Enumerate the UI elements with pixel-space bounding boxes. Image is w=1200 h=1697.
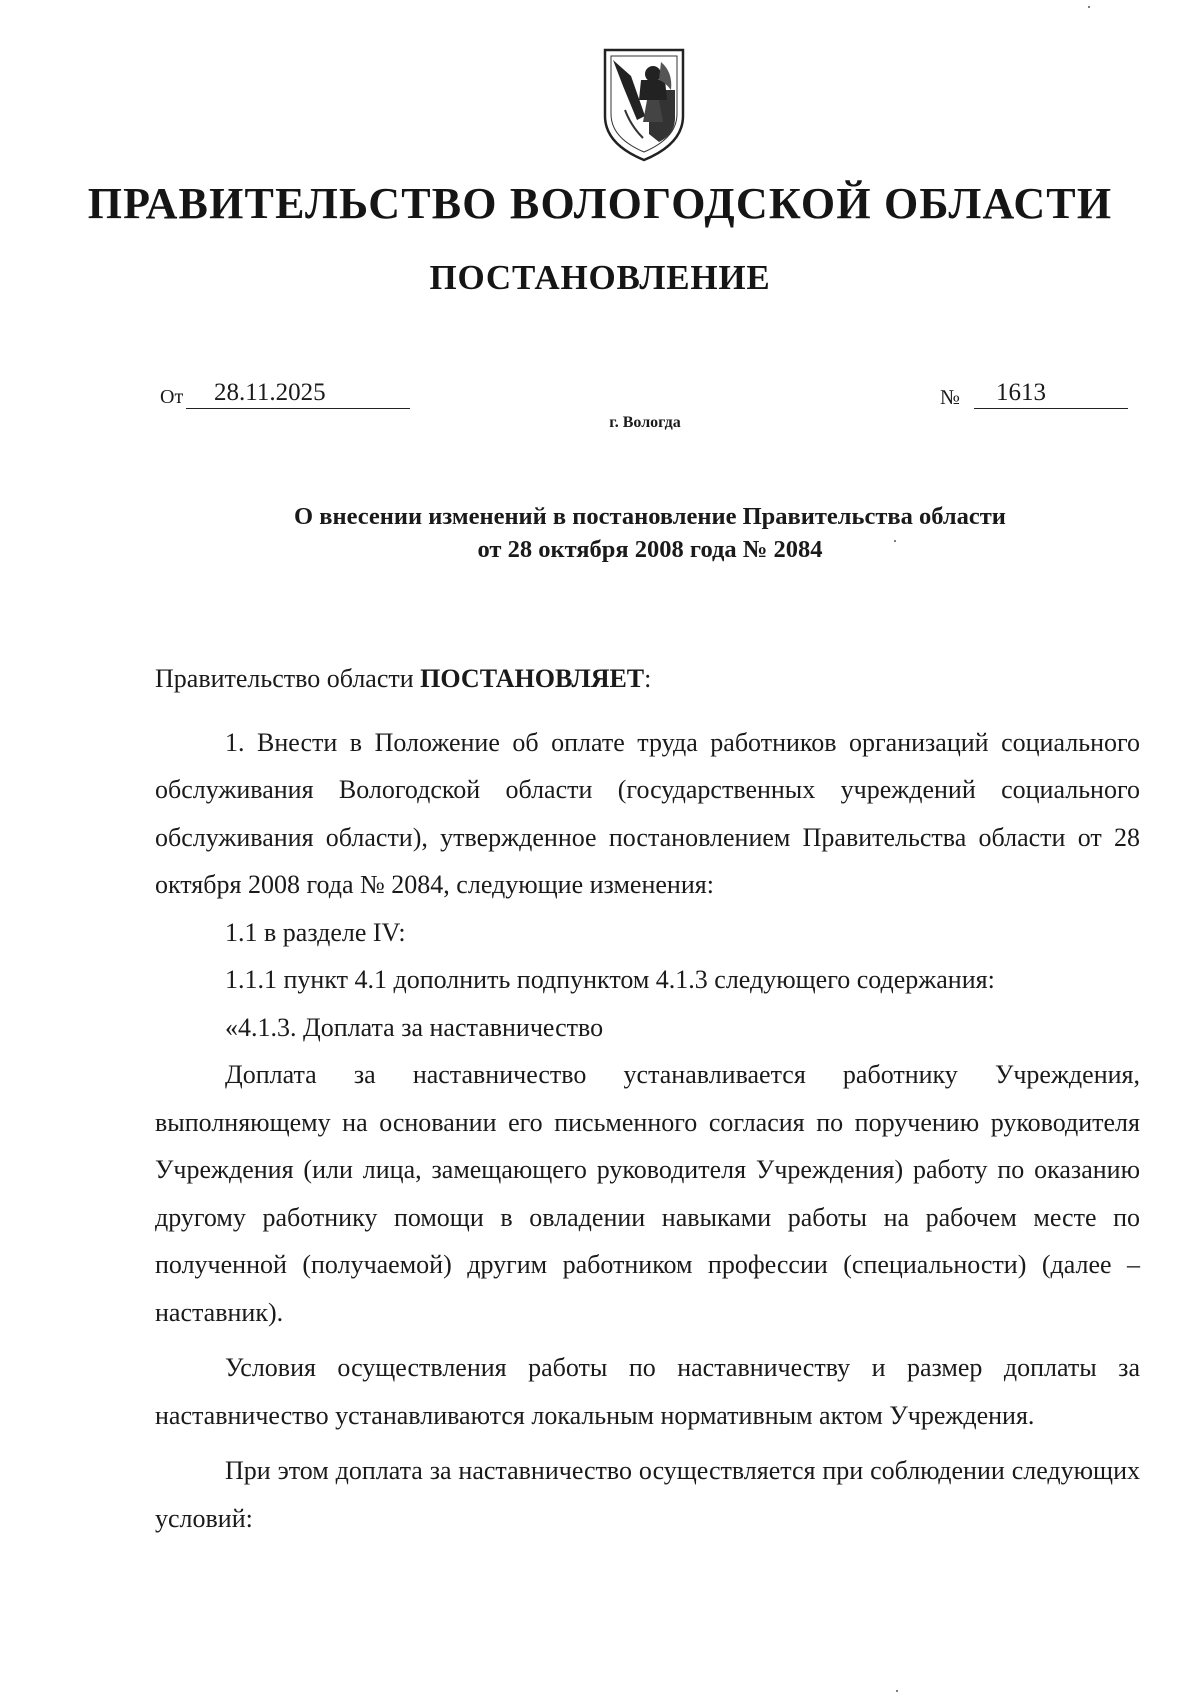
subject-line: от 28 октября 2008 года № 2084	[477, 536, 823, 563]
paragraph: Доплата за наставничество устанавливается работнику Учреждения, выполняющему на основании его письменного согласия по поручению руководителя Учреждения (или лица, замещающего руководителя Учреждения) работу по оказанию другому работнику помощи в овладении навыками работы на рабочем месте по полученной (получаемой) другим работником профессии (специальности) (далее – наставник).	[155, 1060, 1140, 1327]
paragraph: 1.1.1 пункт 4.1 дополнить подпунктом 4.1.3 следующего содержания:	[225, 965, 995, 994]
scan-speck	[1088, 6, 1090, 8]
date-prefix: От	[160, 386, 184, 408]
preamble-keyword: ПОСТАНОВЛЯЕТ	[420, 664, 645, 693]
document-body	[155, 655, 1140, 1542]
paragraph: 1. Внести в Положение об оплате труда работников организаций социального обслуживания Вологодской области (государственных учреждений социального обслуживания области), утвержденное постановлением Правительства области от 28 октября 2008 года № 2084, следующие изменения:	[155, 727, 1140, 899]
paragraph: 1.1 в разделе IV:	[225, 917, 406, 947]
scan-speck	[894, 540, 896, 542]
document-number: 1613	[974, 378, 1128, 409]
document-date: 28.11.2025	[186, 378, 410, 409]
preamble-text: Правительство области	[155, 664, 421, 693]
paragraph: Условия осуществления работы по наставничеству и размер доплаты за наставничество устанавливаются локальным нормативным актом Учреждения.	[155, 1353, 1140, 1430]
preamble	[155, 655, 1140, 703]
paragraph: «4.1.3. Доплата за наставничество	[225, 1012, 604, 1042]
city-label: г. Вологда	[609, 414, 681, 431]
scan-speck	[896, 1690, 898, 1692]
subject-line: О внесении изменений в постановление Правительства области	[294, 503, 1006, 530]
preamble-colon: :	[644, 664, 652, 693]
document-type: ПОСТАНОВЛЕНИЕ	[429, 258, 771, 297]
document-subject	[150, 500, 1150, 566]
organization-title: ПРАВИТЕЛЬСТВО ВОЛОГОДСКОЙ ОБЛАСТИ	[87, 179, 1113, 228]
number-prefix: №	[940, 385, 961, 409]
paragraph: При этом доплата за наставничество осуществляется при соблюдении следующих условий:	[155, 1456, 1140, 1533]
coat-of-arms-icon	[601, 46, 687, 164]
